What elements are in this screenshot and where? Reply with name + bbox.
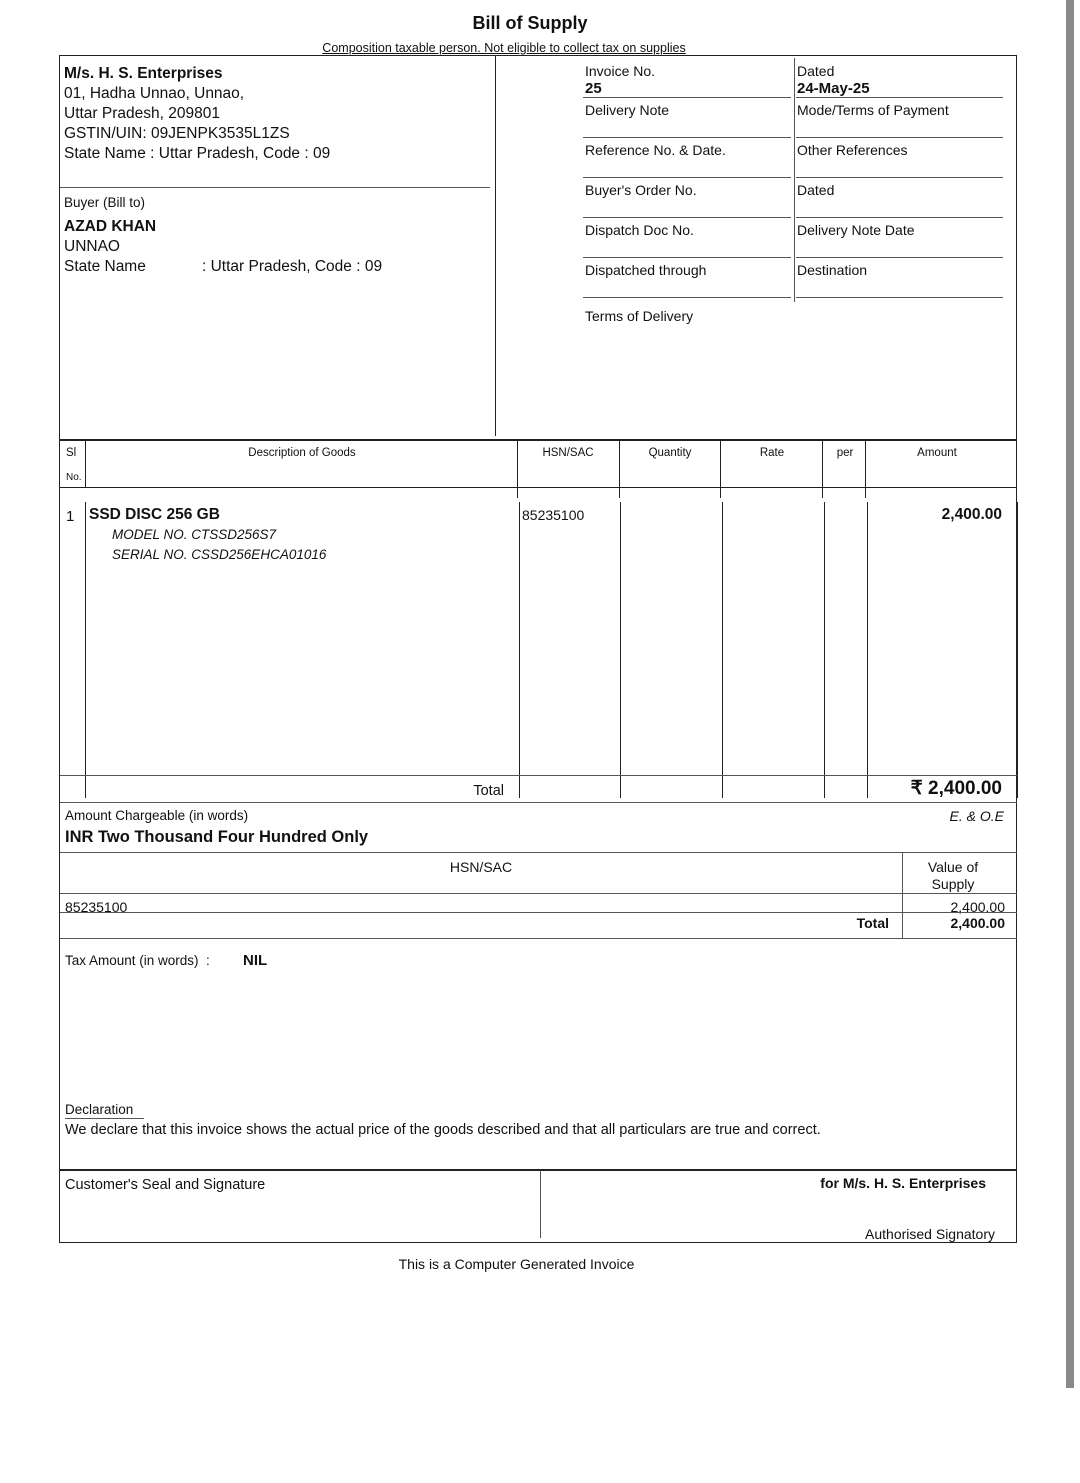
buyer-city: UNNAO [64,238,120,255]
other-references-label: Other References [797,142,908,158]
hsn-row-code: 85235100 [65,899,128,915]
meta-row-line [796,257,1003,258]
document-title: Bill of Supply [472,13,588,33]
col-line [519,502,520,798]
hsn-top-line [60,852,1017,853]
declaration-title: Declaration [65,1102,134,1117]
header-rate: Rate [759,447,785,459]
tax-words-label: Tax Amount (in words) : [65,953,210,968]
signature-divider [540,1170,541,1238]
seller-name: M/s. H. S. Enterprises [64,65,223,82]
hsn-row-line [60,912,1017,913]
reference-label: Reference No. & Date. [585,142,726,158]
header-per: per [836,447,854,459]
delivery-note-label: Delivery Note [585,102,670,118]
header-quantity: Quantity [648,447,692,459]
seller-buyer-divider [60,187,490,188]
col-line [85,440,86,488]
dated-label: Dated [797,63,835,79]
invoice-no-label: Invoice No. [585,63,656,79]
header-description: Description of Goods [248,447,356,459]
eoe-note: E. & O.E [949,808,1004,824]
meta-row-line [796,177,1003,178]
hsn-header-value-2: Supply [931,876,975,892]
col-line [822,440,823,498]
amount-words-value: INR Two Thousand Four Hundred Only [65,828,369,846]
seller-address-2: Uttar Pradesh, 209801 [64,105,220,122]
hsn-row-value: 2,400.00 [950,899,1005,915]
header-hsn: HSN/SAC [542,447,594,459]
hsn-total-value: 2,400.00 [950,915,1005,931]
meta-row-line [583,217,791,218]
dispatched-through-label: Dispatched through [585,262,707,278]
col-line [720,440,721,498]
delivery-note-date-label: Delivery Note Date [797,222,915,238]
row-description: SSD DISC 256 GB [89,506,220,523]
header-bottom-line [60,487,1017,488]
amount-words-label: Amount Chargeable (in words) [65,808,249,823]
row-detail-model: MODEL NO. CTSSD256S7 [112,527,277,542]
hsn-header-code: HSN/SAC [449,859,513,875]
hsn-header-value-1: Value of [927,859,979,875]
header-sl-no: No. [66,472,82,483]
row-sl: 1 [66,508,75,525]
authorised-signatory-label: Authorised Signatory [865,1226,995,1242]
col-line [824,502,825,798]
col-line [620,502,621,798]
buyers-order-label: Buyer's Order No. [585,182,697,198]
meta-row-line [796,97,1003,98]
hsn-total-label: Total [856,915,889,931]
signature-top-line [60,1169,1017,1171]
header-sl: Sl [66,447,77,459]
for-company-label: for M/s. H. S. Enterprises [820,1175,986,1191]
buyer-state-value: : Uttar Pradesh, Code : 09 [202,258,383,275]
dispatch-doc-label: Dispatch Doc No. [585,222,694,238]
document-subtitle: Composition taxable person. Not eligible to collect tax on supplies [322,41,686,55]
col-line [865,440,866,498]
declaration-underline [65,1118,144,1119]
col-line [517,440,518,498]
row-hsn: 85235100 [522,507,585,523]
seller-gstin: GSTIN/UIN: 09JENPK3535L1ZS [64,125,290,142]
terms-of-delivery-label: Terms of Delivery [585,308,694,324]
header-amount: Amount [917,447,957,459]
total-top-line [60,775,1017,776]
total-label: Total [473,783,504,799]
dated-value: 24-May-25 [797,80,870,97]
hsn-header-line [60,893,1017,894]
table-top-line [60,439,1017,441]
row-amount: 2,400.00 [941,506,1002,523]
seller-state: State Name : Uttar Pradesh, Code : 09 [64,145,331,162]
col-line [722,502,723,798]
col-line [619,440,620,498]
buyer-label: Buyer (Bill to) [64,195,146,210]
header-vertical-divider [495,56,496,436]
total-amount: ₹ 2,400.00 [910,778,1002,799]
meta-row-line [583,257,791,258]
meta-row-line [583,177,791,178]
order-dated-label: Dated [797,182,835,198]
declaration-text: We declare that this invoice shows the actual price of the goods described and that all particulars are true and correct. [65,1122,821,1138]
meta-row-line [583,297,791,298]
total-bottom-line [60,802,1017,803]
tax-words-value: NIL [243,952,268,969]
meta-row-line [796,217,1003,218]
hsn-bottom-line [60,938,1017,939]
destination-label: Destination [797,262,868,278]
buyer-state-label: State Name [64,258,146,275]
col-line [1017,502,1018,798]
col-line [1016,440,1017,498]
row-detail-serial: SERIAL NO. CSSD256EHCA01016 [112,547,327,562]
col-line [85,502,86,798]
meta-row-line [796,297,1003,298]
footer-note: This is a Computer Generated Invoice [398,1256,635,1272]
meta-column-divider [794,58,795,302]
buyer-name: AZAD KHAN [64,218,157,235]
payment-terms-label: Mode/Terms of Payment [797,102,949,118]
meta-row-line [583,97,791,98]
seller-address-1: 01, Hadha Unnao, Unnao, [64,85,245,102]
meta-row-line [796,137,1003,138]
vertical-scrollbar[interactable] [1066,0,1074,1388]
meta-row-line [583,137,791,138]
col-line [867,502,868,798]
invoice-no-value: 25 [585,80,602,97]
customer-signature-label: Customer's Seal and Signature [65,1177,266,1193]
